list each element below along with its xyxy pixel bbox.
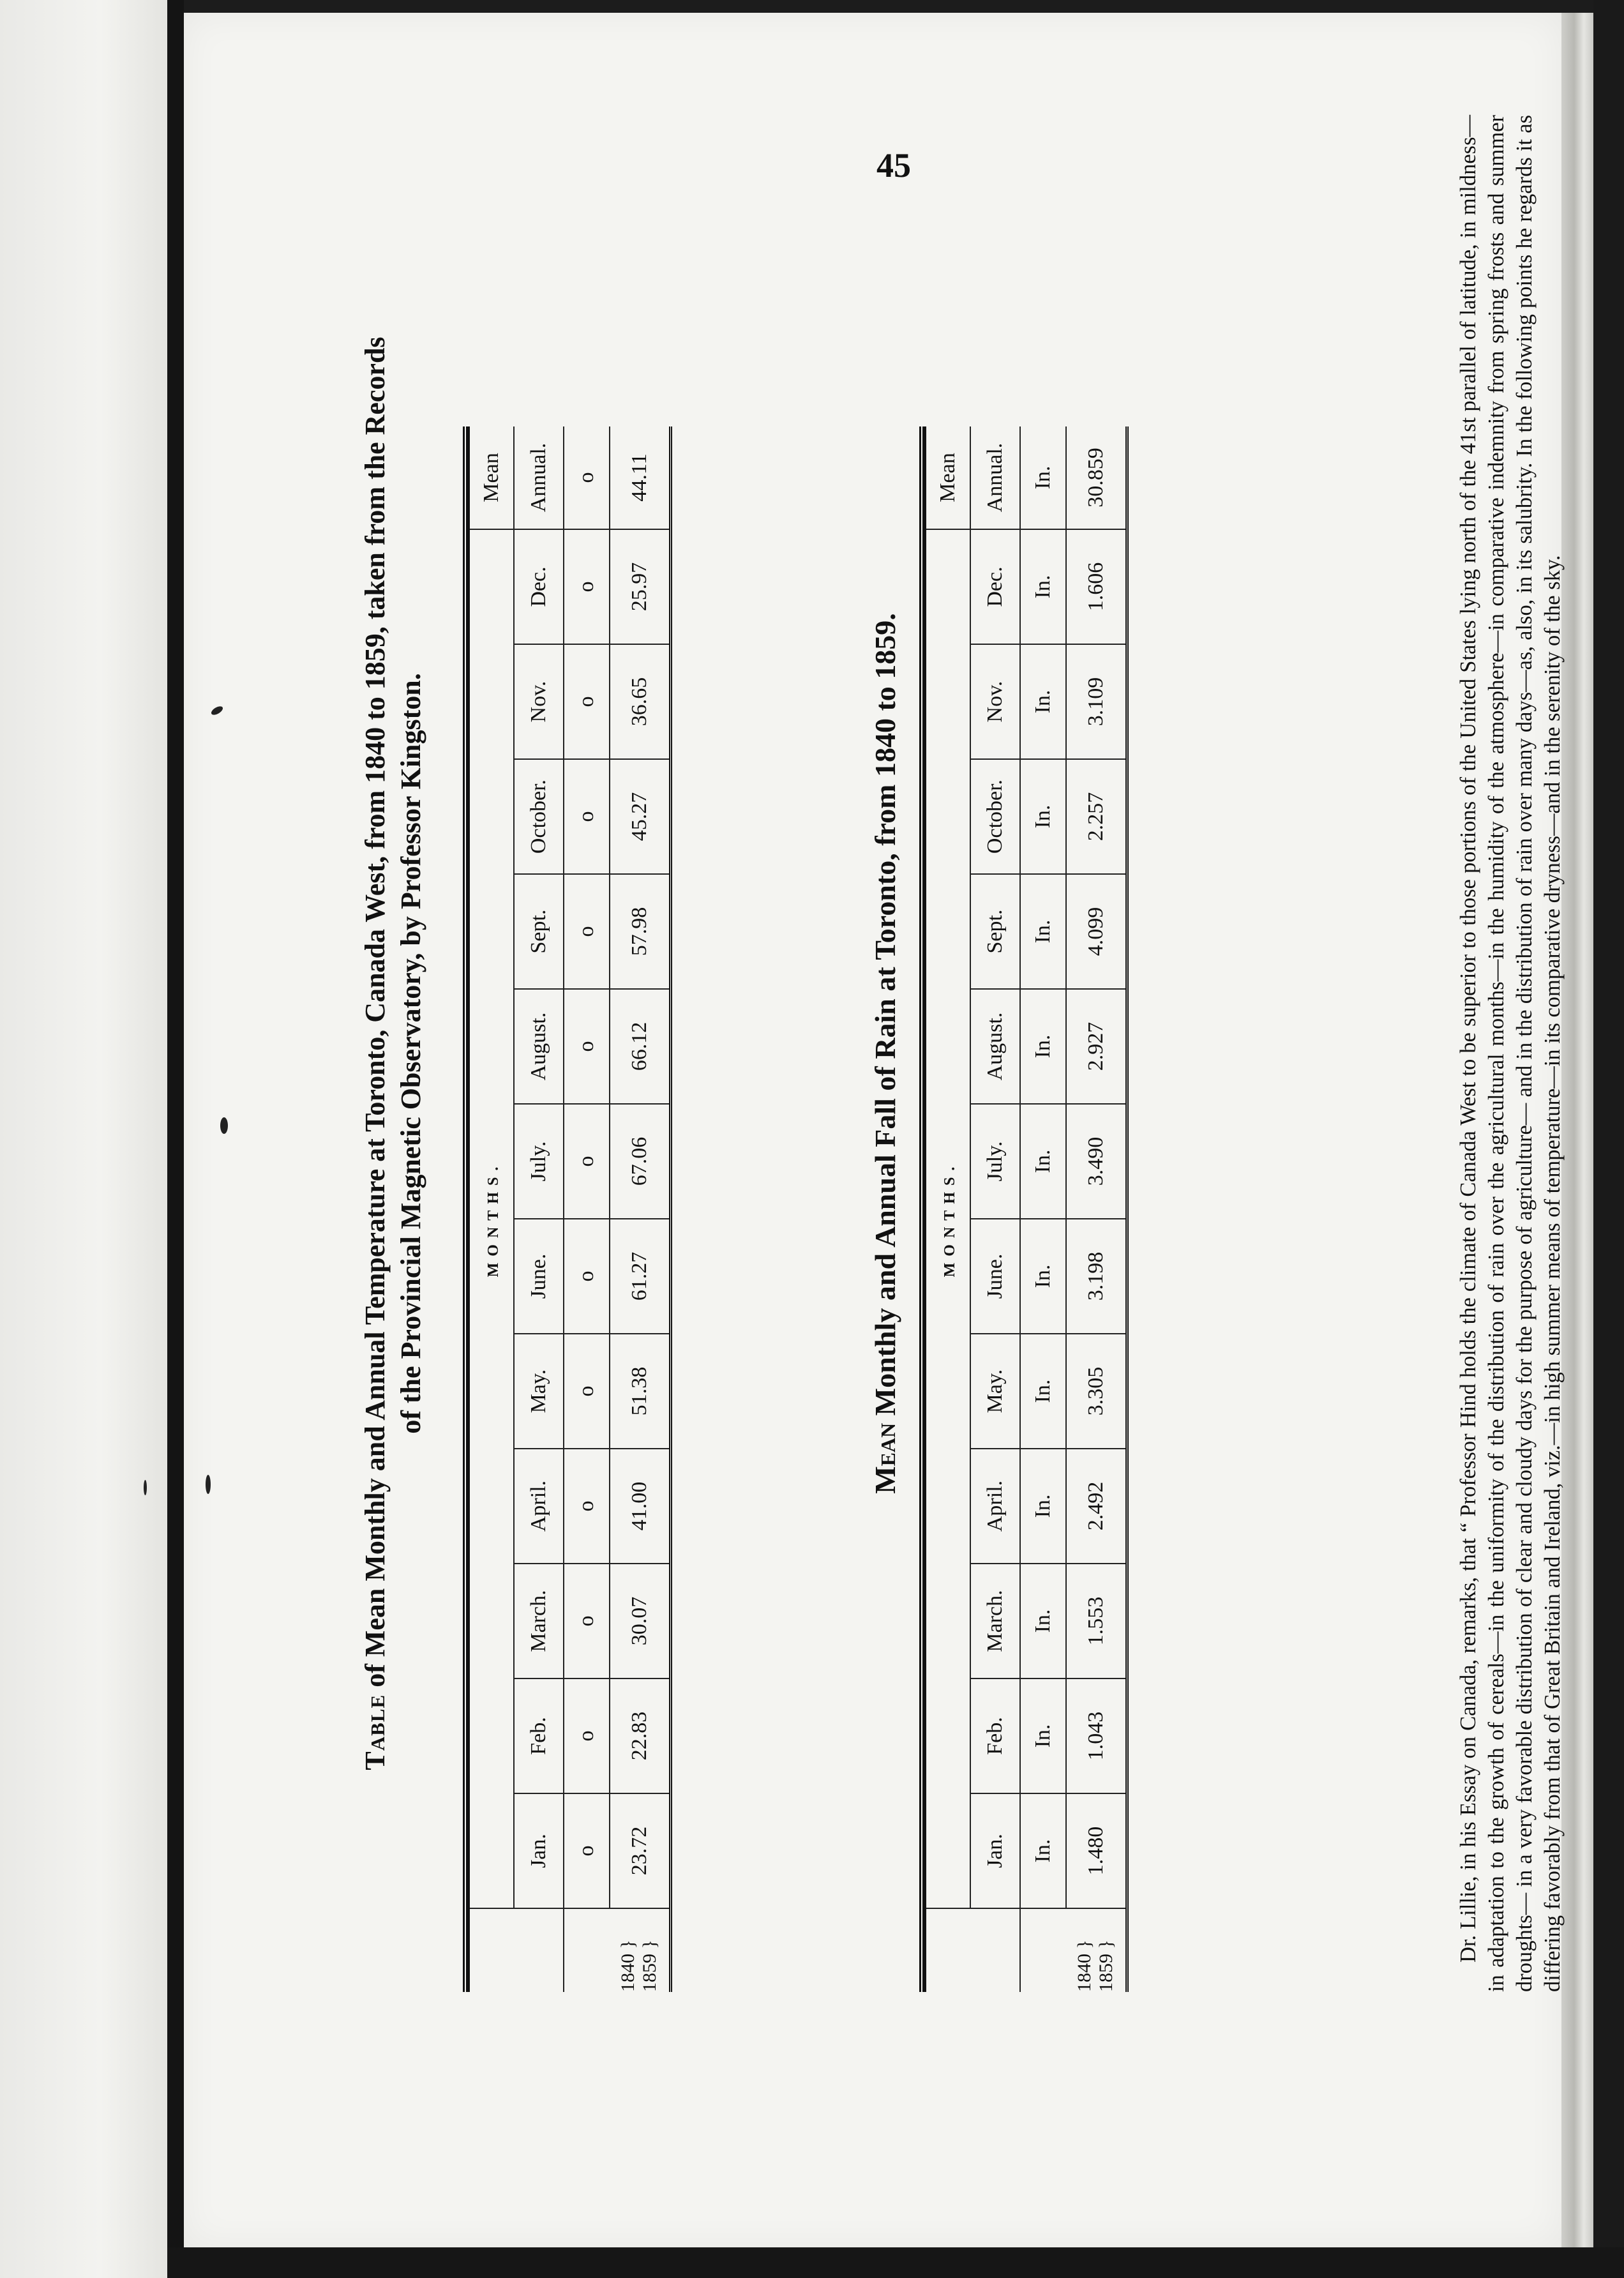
col-header: Jan. xyxy=(970,1793,1020,1908)
col-header: Nov. xyxy=(970,644,1020,759)
table1-title-line2: of the Provincial Magnetic Observatory, by Professor Kingston. xyxy=(395,673,426,1434)
unit-cell: o xyxy=(564,426,610,529)
value-cell: 1.553 xyxy=(1066,1564,1127,1678)
col-header: August. xyxy=(970,989,1020,1104)
col-header: Sept. xyxy=(514,874,564,989)
annual-value: 30.859 xyxy=(1066,426,1127,529)
value-cell: 4.099 xyxy=(1066,874,1127,989)
value-cell: 3.490 xyxy=(1066,1104,1127,1219)
table2-title-rest: Monthly and Annual Fall of Rain at Toronto, from 1840 to 1859. xyxy=(869,613,901,1423)
unit-cell: In. xyxy=(1020,1678,1066,1793)
ink-mark xyxy=(206,1475,211,1494)
col-header: May. xyxy=(970,1334,1020,1449)
col-header: Dec. xyxy=(970,529,1020,644)
unit-cell: o xyxy=(564,1678,610,1793)
unit-cell: o xyxy=(564,1449,610,1564)
ink-mark xyxy=(144,1480,147,1495)
annual-header: Annual. xyxy=(514,426,564,529)
col-header: June. xyxy=(970,1219,1020,1334)
year-range: 1840 } 1859 } xyxy=(1066,1908,1127,1992)
value-cell: 3.305 xyxy=(1066,1334,1127,1449)
value-cell: 61.27 xyxy=(610,1219,671,1334)
unit-cell: In. xyxy=(1020,1793,1066,1908)
col-header: June. xyxy=(514,1219,564,1334)
unit-cell: o xyxy=(564,1219,610,1334)
value-cell: 67.06 xyxy=(610,1104,671,1219)
value-row xyxy=(610,426,671,1992)
unit-cell: In. xyxy=(1020,1564,1066,1678)
value-cell: 2.257 xyxy=(1066,759,1127,874)
unit-cell: In. xyxy=(1020,1334,1066,1449)
unit-cell: In. xyxy=(1020,1219,1066,1334)
scan-border-bottom xyxy=(167,2247,1624,2278)
unit-cell: o xyxy=(564,759,610,874)
value-cell: 66.12 xyxy=(610,989,671,1104)
value-cell: 1.480 xyxy=(1066,1793,1127,1908)
months-heading: MONTHS. xyxy=(926,529,970,1908)
unit-cell: In. xyxy=(1020,759,1066,874)
value-row xyxy=(1066,426,1127,1992)
unit-cell: In. xyxy=(1020,1449,1066,1564)
mean-heading: Mean xyxy=(469,426,514,529)
col-header: Sept. xyxy=(970,874,1020,989)
unit-row xyxy=(564,426,610,1992)
unit-cell: o xyxy=(564,529,610,644)
col-header: Jan. xyxy=(514,1793,564,1908)
annual-header: Annual. xyxy=(970,426,1020,529)
unit-cell: o xyxy=(564,1334,610,1449)
unit-cell: In. xyxy=(1020,426,1066,529)
col-header: July. xyxy=(970,1104,1020,1219)
book-binding xyxy=(167,0,184,2278)
unit-cell: In. xyxy=(1020,529,1066,644)
page-number: 45 xyxy=(876,146,911,185)
scan-border-top xyxy=(184,0,1593,13)
temperature-table xyxy=(463,426,672,1992)
col-header: October. xyxy=(970,759,1020,874)
value-cell: 57.98 xyxy=(610,874,671,989)
value-cell: 3.198 xyxy=(1066,1219,1127,1334)
unit-cell: o xyxy=(564,1564,610,1678)
rotated-content xyxy=(357,115,1602,1992)
unit-cell: In. xyxy=(1020,989,1066,1104)
rainfall-table xyxy=(919,426,1129,1992)
value-cell: 45.27 xyxy=(610,759,671,874)
col-header: October. xyxy=(514,759,564,874)
value-cell: 2.492 xyxy=(1066,1449,1127,1564)
col-header: March. xyxy=(514,1564,564,1678)
value-cell: 2.927 xyxy=(1066,989,1127,1104)
unit-row xyxy=(1020,426,1066,1992)
value-cell: 41.00 xyxy=(610,1449,671,1564)
table2-title xyxy=(868,115,902,1992)
value-cell: 36.65 xyxy=(610,644,671,759)
value-cell: 51.38 xyxy=(610,1334,671,1449)
header-row-months xyxy=(926,426,970,1992)
unit-cell: In. xyxy=(1020,644,1066,759)
col-header: Feb. xyxy=(514,1678,564,1793)
header-row-months xyxy=(469,426,514,1992)
unit-cell: o xyxy=(564,1104,610,1219)
unit-cell: o xyxy=(564,989,610,1104)
unit-cell: o xyxy=(564,874,610,989)
value-cell: 30.07 xyxy=(610,1564,671,1678)
table2-title-prefix: Mean xyxy=(869,1422,901,1494)
value-cell: 25.97 xyxy=(610,529,671,644)
value-cell: 3.109 xyxy=(1066,644,1127,759)
annual-value: 44.11 xyxy=(610,426,671,529)
value-cell: 1.606 xyxy=(1066,529,1127,644)
col-header: July. xyxy=(514,1104,564,1219)
col-header: April. xyxy=(514,1449,564,1564)
value-cell: 22.83 xyxy=(610,1678,671,1793)
col-header: Feb. xyxy=(970,1678,1020,1793)
facing-page-margin xyxy=(0,0,167,2278)
table1-title-prefix: Table xyxy=(359,1694,391,1770)
table1-title xyxy=(357,115,429,1992)
value-cell: 1.043 xyxy=(1066,1678,1127,1793)
year-range: 1840 } 1859 } xyxy=(610,1908,671,1992)
header-row-columns xyxy=(514,426,564,1992)
unit-cell: o xyxy=(564,644,610,759)
unit-cell: In. xyxy=(1020,1104,1066,1219)
col-header: May. xyxy=(514,1334,564,1449)
paragraph-text: Dr. Lillie, in his Essay on Canada, remarks, that “ Professor Hind holds the climate of Canada West to be superior to those portions of the United States lying north of the 41st parallel of latitude, in mildness—in adaptation to the growth of cereals—in the uniformity of the distribution of rain over the agricultural months—in the humidity of the atmosphere—in comparative indemnity from spring frosts and summer droughts— in a very favorable distribution of clear and cloudy days for the purpose of agriculture— and in the distribution of rain over many days—as, also, in its salubrity. In the following points he regards it as differing favorably from that of Great Britain and Ireland, viz.—in high summer means of temperature—in its comparative dryness—and in the serenity of the sky. xyxy=(1456,115,1565,1992)
col-header: Dec. xyxy=(514,529,564,644)
header-row-columns xyxy=(970,426,1020,1992)
unit-cell: In. xyxy=(1020,874,1066,989)
unit-cell: o xyxy=(564,1793,610,1908)
months-heading: MONTHS. xyxy=(469,529,514,1908)
col-header: Nov. xyxy=(514,644,564,759)
col-header: March. xyxy=(970,1564,1020,1678)
value-cell: 23.72 xyxy=(610,1793,671,1908)
body-paragraph xyxy=(1454,115,1567,1992)
table1-title-rest: of Mean Monthly and Annual Temperature at Toronto, Canada West, from 1840 to 1859, taken from the Records xyxy=(359,336,391,1694)
ink-mark xyxy=(220,1117,228,1134)
col-header: August. xyxy=(514,989,564,1104)
mean-heading: Mean xyxy=(926,426,970,529)
col-header: April. xyxy=(970,1449,1020,1564)
